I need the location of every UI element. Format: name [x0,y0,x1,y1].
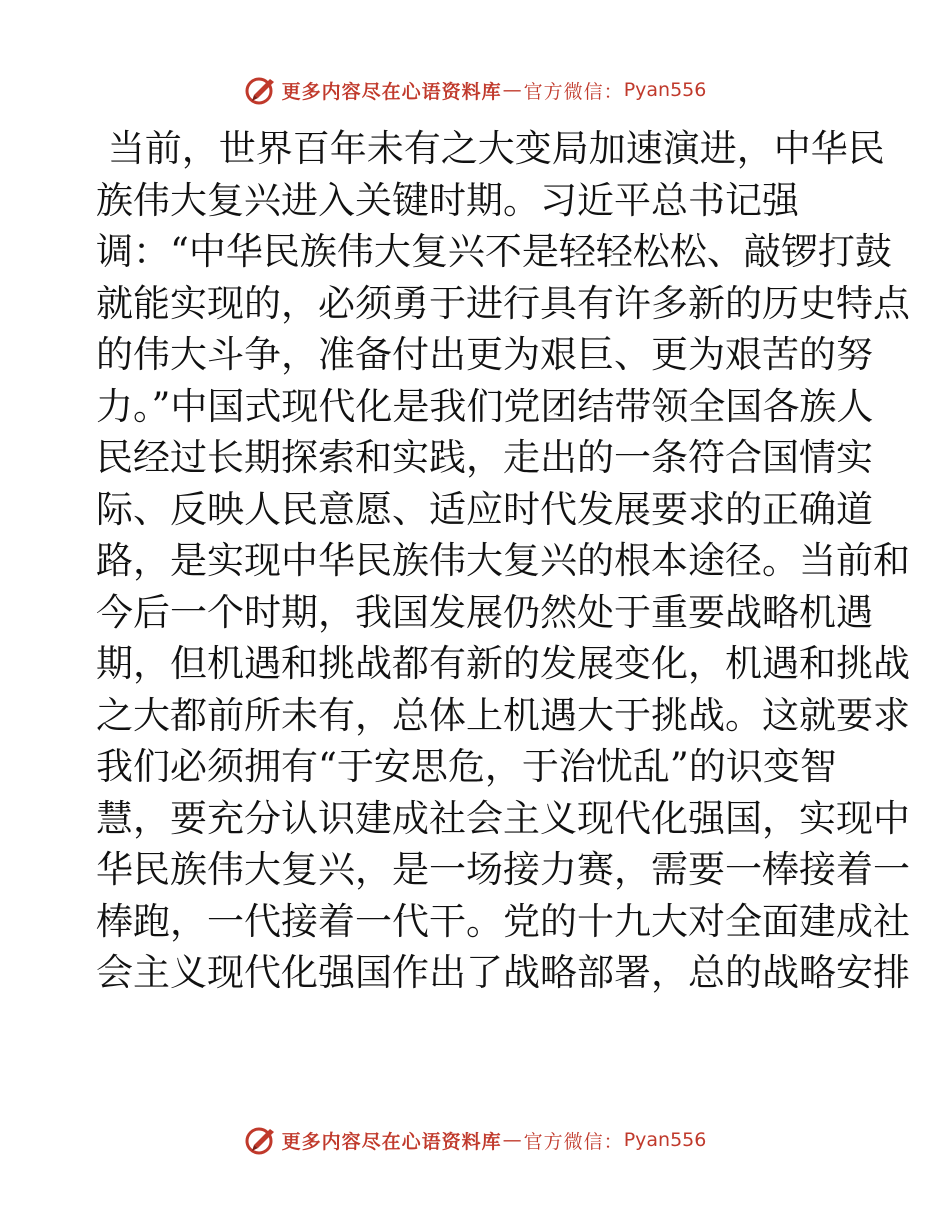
pen-logo-icon [244,73,278,107]
page-header [0,70,950,110]
banner-text: 更多内容尽在心语资料库 [281,1130,502,1153]
document-body [96,123,910,999]
banner-dash: — [502,79,523,101]
banner-wechat-label: 官方微信： [523,80,624,103]
banner-text: 更多内容尽在心语资料库 [281,80,502,103]
text-line: 的伟大斗争，准备付出更为艰巨、更为艰苦的努 [96,333,873,376]
text-line: 力。”中国式现代化是我们党团结带领全国各族人 [96,384,874,428]
text-line: 际、反映人民意愿、适应时代发展要求的正确道 [96,487,873,531]
watermark-banner [244,1123,707,1157]
text-line: 路，是实现中华民族伟大复兴的根本途径。当前和 [96,539,910,582]
text-line: 当前，世界百年未有之大变局加速演进，中华民 [96,127,885,170]
text-line: 我们必须拥有“于安思危，于治忧乱”的识变智 [96,745,837,788]
text-line: 族伟大复兴进入关键时期。习近平总书记强 [96,178,799,222]
banner-wechat-id: Pyan556 [623,1129,707,1151]
banner-wechat-label: 官方微信： [523,1130,624,1153]
page-footer [0,1120,950,1160]
text-line: 民经过长期探索和实践，走出的一条符合国情实 [96,436,873,479]
banner-dash: — [502,1129,523,1151]
text-line: 期，但机遇和挑战都有新的发展变化，机遇和挑战 [96,642,910,685]
text-line: 会主义现代化强国作出了战略部署，总的战略安排 [96,951,910,994]
text-line: 就能实现的，必须勇于进行具有许多新的历史特点 [96,281,910,325]
text-line: 慧，要充分认识建成社会主义现代化强国，实现中 [96,796,910,840]
pen-logo-icon [244,1123,278,1157]
banner-wechat-id: Pyan556 [623,79,707,101]
text-line: 华民族伟大复兴，是一场接力赛，需要一棒接着一 [96,848,910,891]
text-line: 之大都前所未有，总体上机遇大于挑战。这就要求 [96,693,910,737]
text-line: 今后一个时期，我国发展仍然处于重要战略机遇 [96,590,873,634]
text-line: 棒跑，一代接着一代干。党的十九大对全面建成社 [96,899,910,943]
watermark-banner [244,73,707,107]
text-line: 调：“中华民族伟大复兴不是轻轻松松、敲锣打鼓 [96,230,892,273]
